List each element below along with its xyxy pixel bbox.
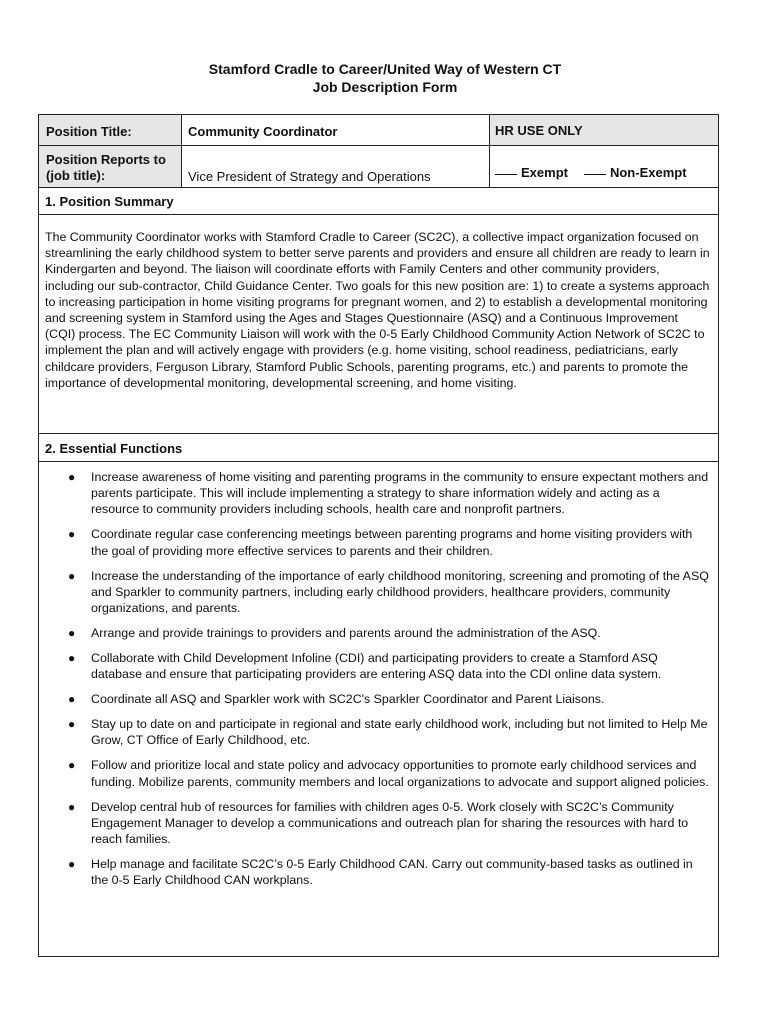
essential-functions-heading: 2. Essential Functions [45, 441, 183, 456]
bullet-icon: ● [68, 717, 76, 732]
bullet-icon: ● [68, 692, 76, 707]
job-description-form [38, 114, 719, 957]
position-title-value: Community Coordinator [188, 124, 338, 139]
position-summary-heading: 1. Position Summary [45, 194, 174, 209]
position-summary-header [39, 187, 718, 215]
list-item: ● Stay up to date on and participate in regional and state early childhood work, including but not limited to Help Me Grow, CT Office of Early Childhood, etc. [68, 717, 708, 748]
bullet-icon: ● [68, 626, 76, 641]
document-title [0, 60, 770, 96]
reports-to-value: Vice President of Strategy and Operations [188, 169, 431, 184]
bullet-icon: ● [68, 651, 76, 666]
hr-use-header [490, 115, 718, 146]
position-info-row [39, 115, 718, 188]
bullet-icon: ● [68, 527, 76, 542]
exempt-label: Exempt [521, 165, 568, 180]
list-item: ● Help manage and facilitate SC2C’s 0-5 Early Childhood CAN. Carry out community-based tasks as outlined in the 0-5 Early Childhood CAN workplans. [68, 857, 693, 888]
exemption-options [495, 165, 687, 180]
reports-to-label: Position Reports to (job title): [46, 152, 166, 183]
title-line-1: Stamford Cradle to Career/United Way of Western CT [208, 61, 562, 77]
hr-use-label: HR USE ONLY [495, 123, 583, 138]
list-item: ● Collaborate with Child Development Infoline (CDI) and participating providers to create a Stamford ASQ database and ensure that participating providers are entering ASQ data into the CDI online data system. [68, 651, 662, 682]
title-line-2: Job Description Form [312, 79, 458, 95]
non-exempt-label: Non-Exempt [609, 165, 687, 180]
label-column [39, 115, 182, 187]
list-item: ● Develop central hub of resources for families with children ages 0-5. Work closely with SC2C’s Community Engagement Manager to develop a communications and outreach plan for sharing the resources with hard to reach families. [68, 799, 689, 847]
non-exempt-blank [584, 174, 606, 175]
hr-use-column [490, 115, 718, 187]
position-title-label: Position Title: [46, 124, 132, 139]
divider [182, 145, 489, 146]
list-item: ● Increase awareness of home visiting and parenting programs in the community to ensure expectant mothers and parents participate. This will include implementing a strategy to share information widely and acting as a resource to community providers including schools, health care and nonprofit partners. [68, 470, 709, 517]
essential-functions-header [39, 434, 718, 462]
list-item: ● Coordinate all ASQ and Sparkler work with SC2C's Sparkler Coordinator and Parent Liaisons. [68, 692, 605, 707]
essential-functions-list [39, 469, 718, 897]
list-item: ● Coordinate regular case conferencing meetings between parenting programs and home visiting providers with the goal of providing more effective services to parents and their children. [68, 527, 693, 558]
bullet-icon: ● [68, 470, 76, 484]
bullet-icon: ● [68, 758, 76, 773]
list-item: ● Follow and prioritize local and state policy and advocacy opportunities to promote early childhood services and funding. Mobilize parents, community members and local organizations to advocate and support aligned policies. [68, 758, 709, 789]
position-summary-text: The Community Coordinator works with Stamford Cradle to Career (SC2C), a collective impact organization focused on streamlining the early childhood system to better serve parents and providers and ensure all children are ready to learn in Kindergarten and beyond. The liaison will coordinate efforts with Family Centers and other community providers, including our sub-contractor, Child Guidance Center. Two goals for this new position are: 1) to create a systems approach to increasing participation in home visiting programs for pregnant women, and 2) to establish a developmental monitoring and screening system in Stamford using the Ages and Stages Questionnaire (ASQ) and a Continuous Improvement (CQI) process. The EC Community Liaison will work with the 0-5 Early Childhood Community Action Network of SC2C to implement the plan and will actively engage with providers (e.g. home visiting, school readiness, pediatricians, early childcare providers, Ferguson Library, Stamford Public Schools, parenting programs, etc.) and parents to promote the importance of developmental monitoring, developmental screening, and home visiting. [45, 230, 710, 390]
list-item: ● Increase the understanding of the importance of early childhood monitoring, screening and promoting of the ASQ and Sparkler to community partners, including early childhood providers, healthcare providers, community organizations, and parents. [68, 568, 709, 616]
list-item: ● Arrange and provide trainings to providers and parents around the administration of the ASQ. [68, 626, 601, 641]
value-column [182, 115, 490, 187]
exempt-blank [495, 174, 517, 175]
bullet-icon: ● [68, 857, 76, 872]
bullet-icon: ● [68, 799, 76, 814]
divider [39, 145, 182, 146]
bullet-icon: ● [68, 568, 76, 583]
